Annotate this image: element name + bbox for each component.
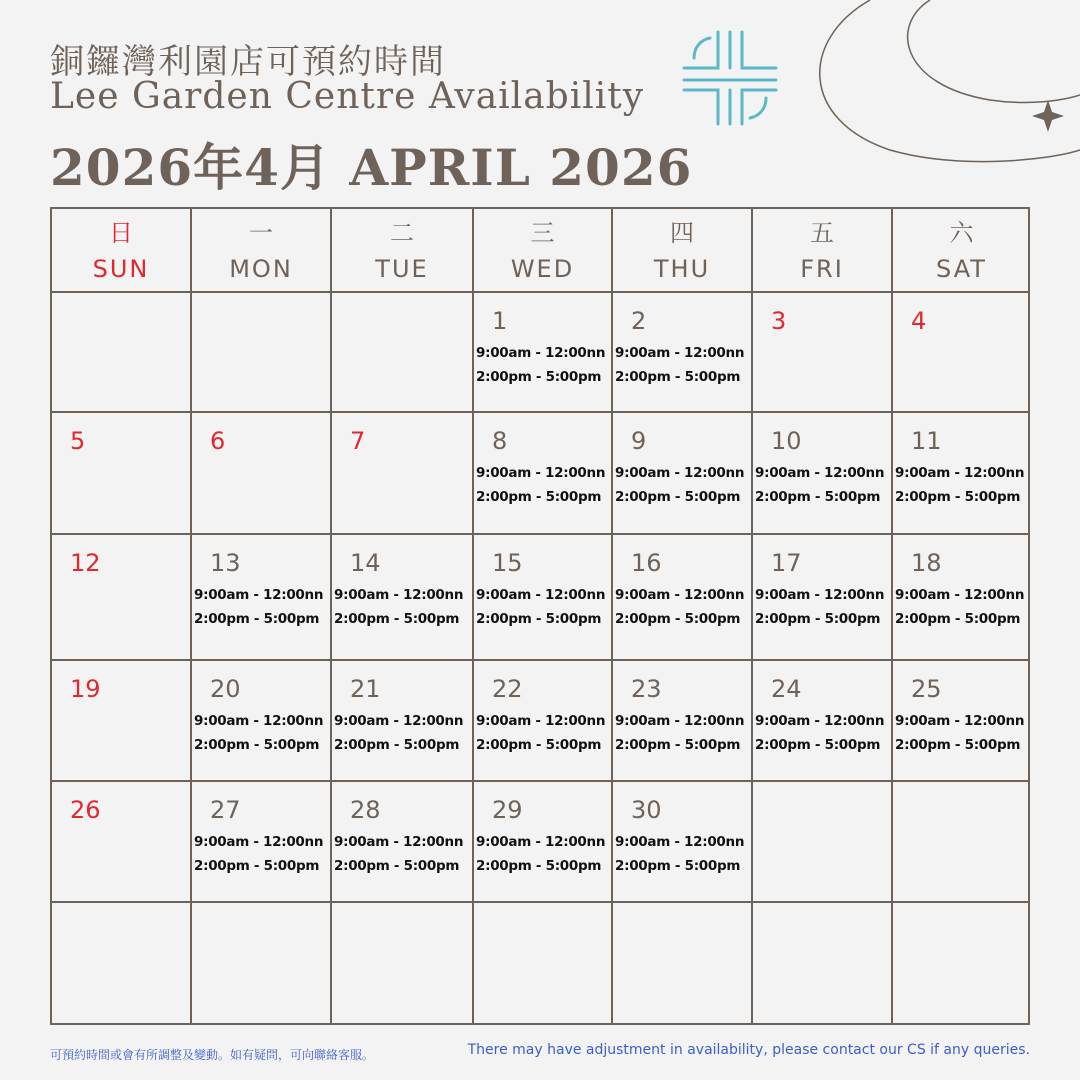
- calendar-day-cell: [472, 659, 611, 780]
- calendar-day-cell: [330, 533, 472, 659]
- afternoon-slot: 2:00pm - 5:00pm: [334, 858, 460, 874]
- calendar-day-cell: [330, 901, 472, 1025]
- time-slots: [895, 709, 1024, 757]
- day-number: 22: [492, 675, 523, 703]
- calendar-day-cell: [611, 901, 751, 1025]
- day-number: 13: [210, 549, 241, 577]
- calendar-day-cell: [50, 659, 190, 780]
- day-number: 25: [911, 675, 942, 703]
- day-number: 17: [771, 549, 802, 577]
- time-slots: [194, 709, 323, 757]
- calendar-day-cell: [190, 659, 330, 780]
- calendar-day-cell: [190, 780, 330, 901]
- afternoon-slot: 2:00pm - 5:00pm: [895, 611, 1021, 627]
- afternoon-slot: 2:00pm - 5:00pm: [755, 489, 881, 505]
- calendar-day-cell: [891, 533, 1030, 659]
- morning-slot: 9:00am - 12:00nn: [615, 713, 745, 729]
- title-english: Lee Garden Centre Availability: [50, 76, 645, 117]
- time-slots: [334, 583, 463, 631]
- day-header-sat: [891, 207, 1030, 291]
- day-header-en: SAT: [936, 255, 987, 283]
- afternoon-slot: 2:00pm - 5:00pm: [755, 611, 881, 627]
- time-slots: [615, 709, 744, 757]
- morning-slot: 9:00am - 12:00nn: [476, 587, 606, 603]
- afternoon-slot: 2:00pm - 5:00pm: [476, 369, 602, 385]
- morning-slot: 9:00am - 12:00nn: [615, 587, 745, 603]
- day-header-en: SUN: [92, 255, 150, 283]
- title-chinese: 銅鑼灣利園店可預約時間: [50, 42, 446, 82]
- calendar-day-cell: [611, 659, 751, 780]
- calendar-day-cell: [50, 901, 190, 1025]
- calendar-day-cell: [190, 291, 330, 411]
- day-header-en: MON: [229, 255, 293, 283]
- afternoon-slot: 2:00pm - 5:00pm: [615, 611, 741, 627]
- day-number: 26: [70, 796, 101, 824]
- morning-slot: 9:00am - 12:00nn: [895, 713, 1025, 729]
- day-header-zh: 三: [530, 219, 555, 247]
- morning-slot: 9:00am - 12:00nn: [194, 587, 324, 603]
- morning-slot: 9:00am - 12:00nn: [615, 465, 745, 481]
- calendar-day-cell: [611, 291, 751, 411]
- day-number: 1: [492, 307, 508, 335]
- calendar-day-cell: [50, 780, 190, 901]
- morning-slot: 9:00am - 12:00nn: [476, 834, 606, 850]
- afternoon-slot: 2:00pm - 5:00pm: [615, 489, 741, 505]
- time-slots: [615, 830, 744, 878]
- morning-slot: 9:00am - 12:00nn: [895, 465, 1025, 481]
- day-number: 19: [70, 675, 101, 703]
- day-number: 28: [350, 796, 381, 824]
- cross-logo-icon: [680, 28, 780, 128]
- time-slots: [476, 709, 605, 757]
- time-slots: [755, 709, 884, 757]
- calendar-day-cell: [751, 901, 891, 1025]
- calendar-day-cell: [330, 780, 472, 901]
- morning-slot: 9:00am - 12:00nn: [476, 713, 606, 729]
- afternoon-slot: 2:00pm - 5:00pm: [194, 611, 320, 627]
- calendar-grid: [50, 207, 1030, 1025]
- calendar-day-cell: [751, 780, 891, 901]
- time-slots: [476, 341, 605, 389]
- day-number: 24: [771, 675, 802, 703]
- calendar-day-cell: [190, 533, 330, 659]
- sparkle-icon: [1032, 100, 1064, 132]
- day-header-mon: [190, 207, 330, 291]
- time-slots: [895, 583, 1024, 631]
- time-slots: [334, 830, 463, 878]
- day-number: 16: [631, 549, 662, 577]
- time-slots: [755, 461, 884, 509]
- morning-slot: 9:00am - 12:00nn: [476, 345, 606, 361]
- afternoon-slot: 2:00pm - 5:00pm: [895, 489, 1021, 505]
- day-number: 14: [350, 549, 381, 577]
- day-number: 6: [210, 427, 226, 455]
- morning-slot: 9:00am - 12:00nn: [194, 834, 324, 850]
- calendar-day-cell: [611, 533, 751, 659]
- calendar-day-cell: [891, 411, 1030, 533]
- morning-slot: 9:00am - 12:00nn: [615, 834, 745, 850]
- calendar-day-cell: [751, 291, 891, 411]
- afternoon-slot: 2:00pm - 5:00pm: [194, 737, 320, 753]
- day-header-zh: 一: [249, 219, 273, 247]
- time-slots: [476, 583, 605, 631]
- day-number: 2: [631, 307, 647, 335]
- time-slots: [895, 461, 1024, 509]
- day-number: 12: [70, 549, 101, 577]
- calendar-day-cell: [50, 411, 190, 533]
- time-slots: [615, 461, 744, 509]
- time-slots: [334, 709, 463, 757]
- morning-slot: 9:00am - 12:00nn: [194, 713, 324, 729]
- time-slots: [615, 341, 744, 389]
- day-header-wed: [472, 207, 611, 291]
- day-header-zh: 六: [949, 219, 974, 247]
- morning-slot: 9:00am - 12:00nn: [895, 587, 1025, 603]
- afternoon-slot: 2:00pm - 5:00pm: [476, 611, 602, 627]
- afternoon-slot: 2:00pm - 5:00pm: [895, 737, 1021, 753]
- day-header-fri: [751, 207, 891, 291]
- time-slots: [476, 830, 605, 878]
- day-number: 23: [631, 675, 662, 703]
- morning-slot: 9:00am - 12:00nn: [755, 713, 885, 729]
- day-number: 5: [70, 427, 86, 455]
- morning-slot: 9:00am - 12:00nn: [476, 465, 606, 481]
- afternoon-slot: 2:00pm - 5:00pm: [615, 858, 741, 874]
- day-number: 21: [350, 675, 381, 703]
- calendar-day-cell: [330, 659, 472, 780]
- calendar-day-cell: [190, 411, 330, 533]
- day-number: 11: [911, 427, 942, 455]
- day-number: 3: [771, 307, 787, 335]
- morning-slot: 9:00am - 12:00nn: [334, 834, 464, 850]
- time-slots: [194, 583, 323, 631]
- afternoon-slot: 2:00pm - 5:00pm: [334, 737, 460, 753]
- footer-note-english: There may have adjustment in availability, please contact our CS if any queries.: [467, 1042, 1030, 1058]
- day-number: 8: [492, 427, 508, 455]
- day-number: 15: [492, 549, 523, 577]
- calendar-day-cell: [330, 291, 472, 411]
- day-number: 27: [210, 796, 241, 824]
- calendar-day-cell: [611, 780, 751, 901]
- calendar-day-cell: [611, 411, 751, 533]
- day-header-zh: 二: [390, 219, 414, 247]
- day-number: 4: [911, 307, 927, 335]
- day-header-en: WED: [510, 255, 575, 283]
- time-slots: [476, 461, 605, 509]
- day-number: 30: [631, 796, 662, 824]
- morning-slot: 9:00am - 12:00nn: [755, 465, 885, 481]
- time-slots: [615, 583, 744, 631]
- calendar-day-cell: [472, 411, 611, 533]
- morning-slot: 9:00am - 12:00nn: [334, 587, 464, 603]
- morning-slot: 9:00am - 12:00nn: [334, 713, 464, 729]
- calendar-day-cell: [472, 291, 611, 411]
- day-number: 29: [492, 796, 523, 824]
- day-number: 20: [210, 675, 241, 703]
- time-slots: [194, 830, 323, 878]
- calendar-day-cell: [891, 659, 1030, 780]
- calendar-day-cell: [891, 901, 1030, 1025]
- afternoon-slot: 2:00pm - 5:00pm: [615, 369, 741, 385]
- day-number: 7: [350, 427, 366, 455]
- day-number: 10: [771, 427, 802, 455]
- day-header-zh: 五: [810, 219, 834, 247]
- day-number: 18: [911, 549, 942, 577]
- calendar-day-cell: [472, 901, 611, 1025]
- day-header-tue: [330, 207, 472, 291]
- calendar-day-cell: [891, 291, 1030, 411]
- day-header-en: THU: [653, 255, 711, 283]
- day-header-en: FRI: [800, 255, 844, 283]
- calendar-day-cell: [190, 901, 330, 1025]
- calendar-day-cell: [751, 659, 891, 780]
- afternoon-slot: 2:00pm - 5:00pm: [476, 489, 602, 505]
- day-number: 9: [631, 427, 647, 455]
- day-header-zh: 日: [109, 219, 133, 247]
- calendar-day-cell: [50, 291, 190, 411]
- calendar-day-cell: [330, 411, 472, 533]
- month-title: 2026年4月 APRIL 2026: [50, 138, 693, 197]
- afternoon-slot: 2:00pm - 5:00pm: [755, 737, 881, 753]
- day-header-zh: 四: [670, 219, 694, 247]
- calendar-day-cell: [891, 780, 1030, 901]
- calendar-day-cell: [50, 533, 190, 659]
- morning-slot: 9:00am - 12:00nn: [615, 345, 745, 361]
- afternoon-slot: 2:00pm - 5:00pm: [615, 737, 741, 753]
- day-header-sun: [50, 207, 190, 291]
- afternoon-slot: 2:00pm - 5:00pm: [194, 858, 320, 874]
- day-header-en: TUE: [375, 255, 429, 283]
- afternoon-slot: 2:00pm - 5:00pm: [476, 858, 602, 874]
- day-header-thu: [611, 207, 751, 291]
- calendar-day-cell: [751, 533, 891, 659]
- calendar-day-cell: [472, 533, 611, 659]
- afternoon-slot: 2:00pm - 5:00pm: [334, 611, 460, 627]
- afternoon-slot: 2:00pm - 5:00pm: [476, 737, 602, 753]
- calendar-day-cell: [472, 780, 611, 901]
- morning-slot: 9:00am - 12:00nn: [755, 587, 885, 603]
- calendar-day-cell: [751, 411, 891, 533]
- time-slots: [755, 583, 884, 631]
- footer-note-chinese: 可預約時間或會有所調整及變動。如有疑問，可向聯絡客服。: [50, 1048, 375, 1062]
